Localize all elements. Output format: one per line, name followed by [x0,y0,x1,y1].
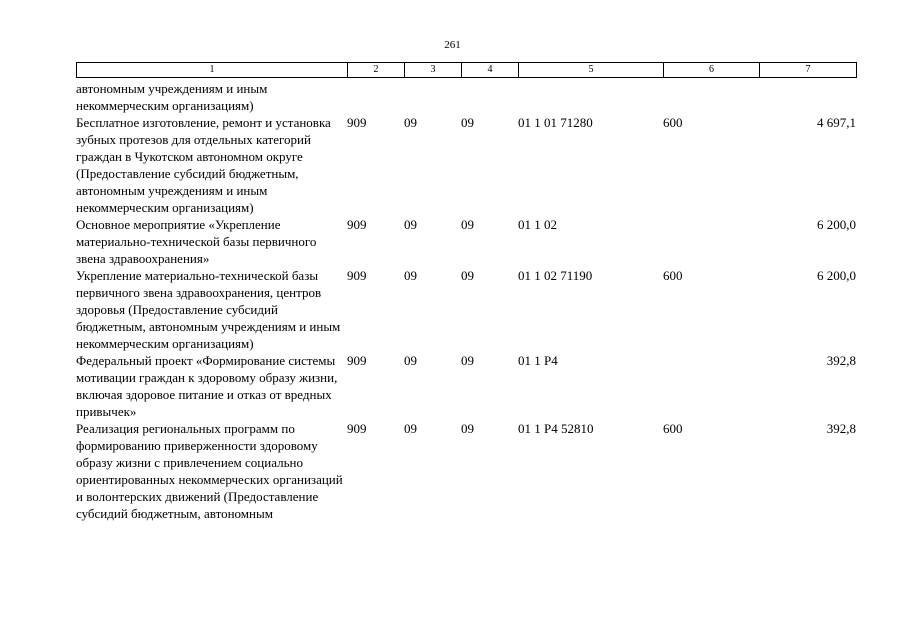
table-row [76,420,856,522]
row-section-code [404,80,461,114]
row-section-code: 09 [404,115,417,130]
row-description: Укрепление материально-технической базы первичного звена здравоохранения, центров здоровья (Предоставление субсидий бюджетным, автономным учреждениям и иным некоммерческим организациям) [76,268,341,351]
table-row [76,80,856,114]
row-target-article [518,80,663,114]
table-row [76,352,856,420]
row-ministry-code: 909 [347,217,367,232]
budget-table [76,80,856,522]
row-amount: 6 200,0 [817,268,856,283]
row-description: Реализация региональных программ по формированию приверженности здоровому образу жизни с привлечением социально ориентированных некоммерческих организаций и волонтерских движений (Предоставление субсидий бюджетным, автономным [76,421,343,521]
table-row [76,114,856,216]
row-description: Федеральный проект «Формирование системы мотивации граждан к здоровому образу жизни, включая здоровое питание и отказ от вредных привычек» [76,353,338,419]
row-expense-type: 600 [663,268,683,283]
page-number: 261 [444,39,461,51]
row-target-article: 01 1 02 71190 [518,268,593,283]
column-number: 6 [664,63,760,78]
row-section-code: 09 [404,268,417,283]
row-expense-type: 600 [663,421,683,436]
row-subsection-code: 09 [461,217,474,232]
row-ministry-code: 909 [347,421,367,436]
row-target-article: 01 1 P4 52810 [518,421,594,436]
column-header-table [76,62,857,78]
row-section-code: 09 [404,421,417,436]
row-amount: 6 200,0 [817,217,856,232]
row-subsection-code: 09 [461,353,474,368]
table-row [76,216,856,267]
row-target-article: 01 1 01 71280 [518,115,593,130]
column-number: 4 [462,63,519,78]
row-expense-type [663,352,759,420]
row-ministry-code: 909 [347,268,367,283]
row-amount: 392,8 [826,353,856,368]
row-ministry-code: 909 [347,115,367,130]
column-number: 7 [760,63,857,78]
row-subsection-code: 09 [461,115,474,130]
row-target-article: 01 1 P4 [518,353,558,368]
row-amount [759,80,856,114]
column-number: 1 [77,63,348,78]
row-section-code: 09 [404,217,417,232]
row-description: Бесплатное изготовление, ремонт и установка зубных протезов для отдельных категорий граждан в Чукотском автономном округе (Предоставление субсидий бюджетным, автономным учреждениям и иным некоммерческим организациям) [76,115,331,215]
row-amount: 392,8 [826,421,856,436]
row-expense-type: 600 [663,115,683,130]
column-number: 3 [405,63,462,78]
row-description: автономным учреждениям и иным некоммерческим организациям) [76,81,268,113]
row-target-article: 01 1 02 [518,217,557,232]
row-subsection-code: 09 [461,268,474,283]
row-description: Основное мероприятие «Укрепление материально-технической базы первичного звена здравоохранения» [76,217,317,266]
column-number: 2 [348,63,405,78]
table-row [76,267,856,352]
column-header-row [77,63,857,78]
column-number: 5 [519,63,664,78]
row-expense-type [663,80,759,114]
row-ministry-code: 909 [347,353,367,368]
row-expense-type [663,216,759,267]
row-ministry-code [347,80,404,114]
row-section-code: 09 [404,353,417,368]
row-subsection-code: 09 [461,421,474,436]
row-subsection-code [461,80,518,114]
row-amount: 4 697,1 [817,115,856,130]
